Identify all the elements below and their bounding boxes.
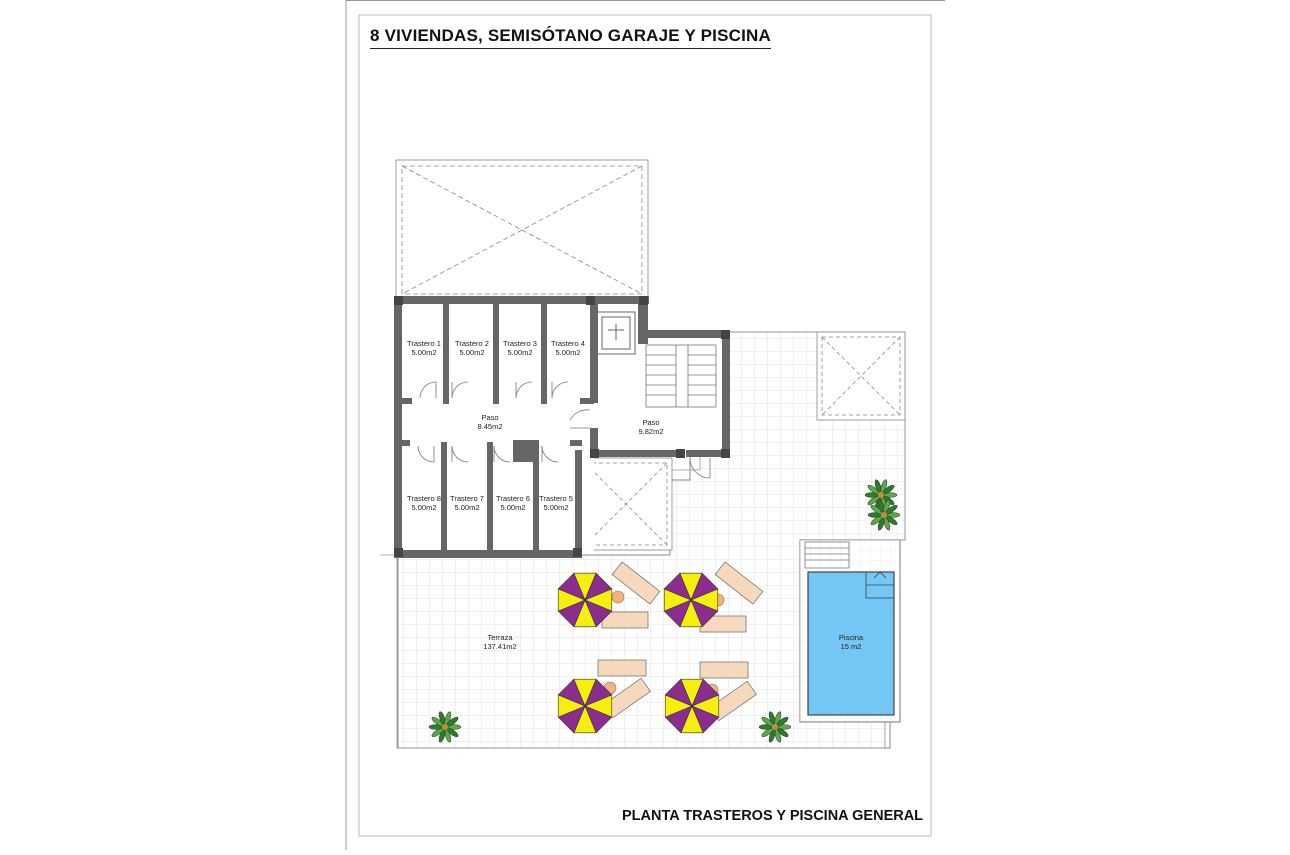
pool [800,540,900,722]
room-name: Trastero 2 [455,339,489,348]
room-area: 5.00m2 [500,503,526,512]
room-name: Paso [481,413,499,422]
room-name: Trastero 6 [496,494,530,503]
room-area: 5.00m2 [454,503,480,512]
umbrella-icon [664,573,718,627]
room-area: 5.00m2 [543,503,569,512]
room-area: 5.00m2 [459,348,485,357]
room-area: 5.00m2 [411,503,437,512]
right-void [817,332,905,420]
room-area: 5.00m2 [507,348,533,357]
room-area: 5.00m2 [411,348,437,357]
plan-title: PLANTA TRASTEROS Y PISCINA GENERAL [622,808,924,824]
room-area: 9.82m2 [638,427,664,436]
room-area: 15 m2 [840,642,862,651]
room-name: Piscina [838,633,864,642]
document-title: 8 VIVIENDAS, SEMISÓTANO GARAJE Y PISCINA [370,26,771,49]
umbrella-icon [558,679,612,733]
room-name: Trastero 4 [551,339,585,348]
room-name: Trastero 1 [407,339,441,348]
room-area: 5.00m2 [555,348,581,357]
umbrella-icon [665,679,719,733]
room-name: Paso [642,418,660,427]
room-area: 137.41m2 [483,642,517,651]
room-name: Terraza [487,633,513,642]
room-name: Trastero 7 [450,494,484,503]
room-name: Trastero 5 [539,494,573,503]
room-name: Trastero 8 [407,494,441,503]
room-area: 8.45m2 [477,422,503,431]
umbrella-icon [558,573,612,627]
upper-void [396,160,648,300]
room-name: Trastero 3 [503,339,537,348]
